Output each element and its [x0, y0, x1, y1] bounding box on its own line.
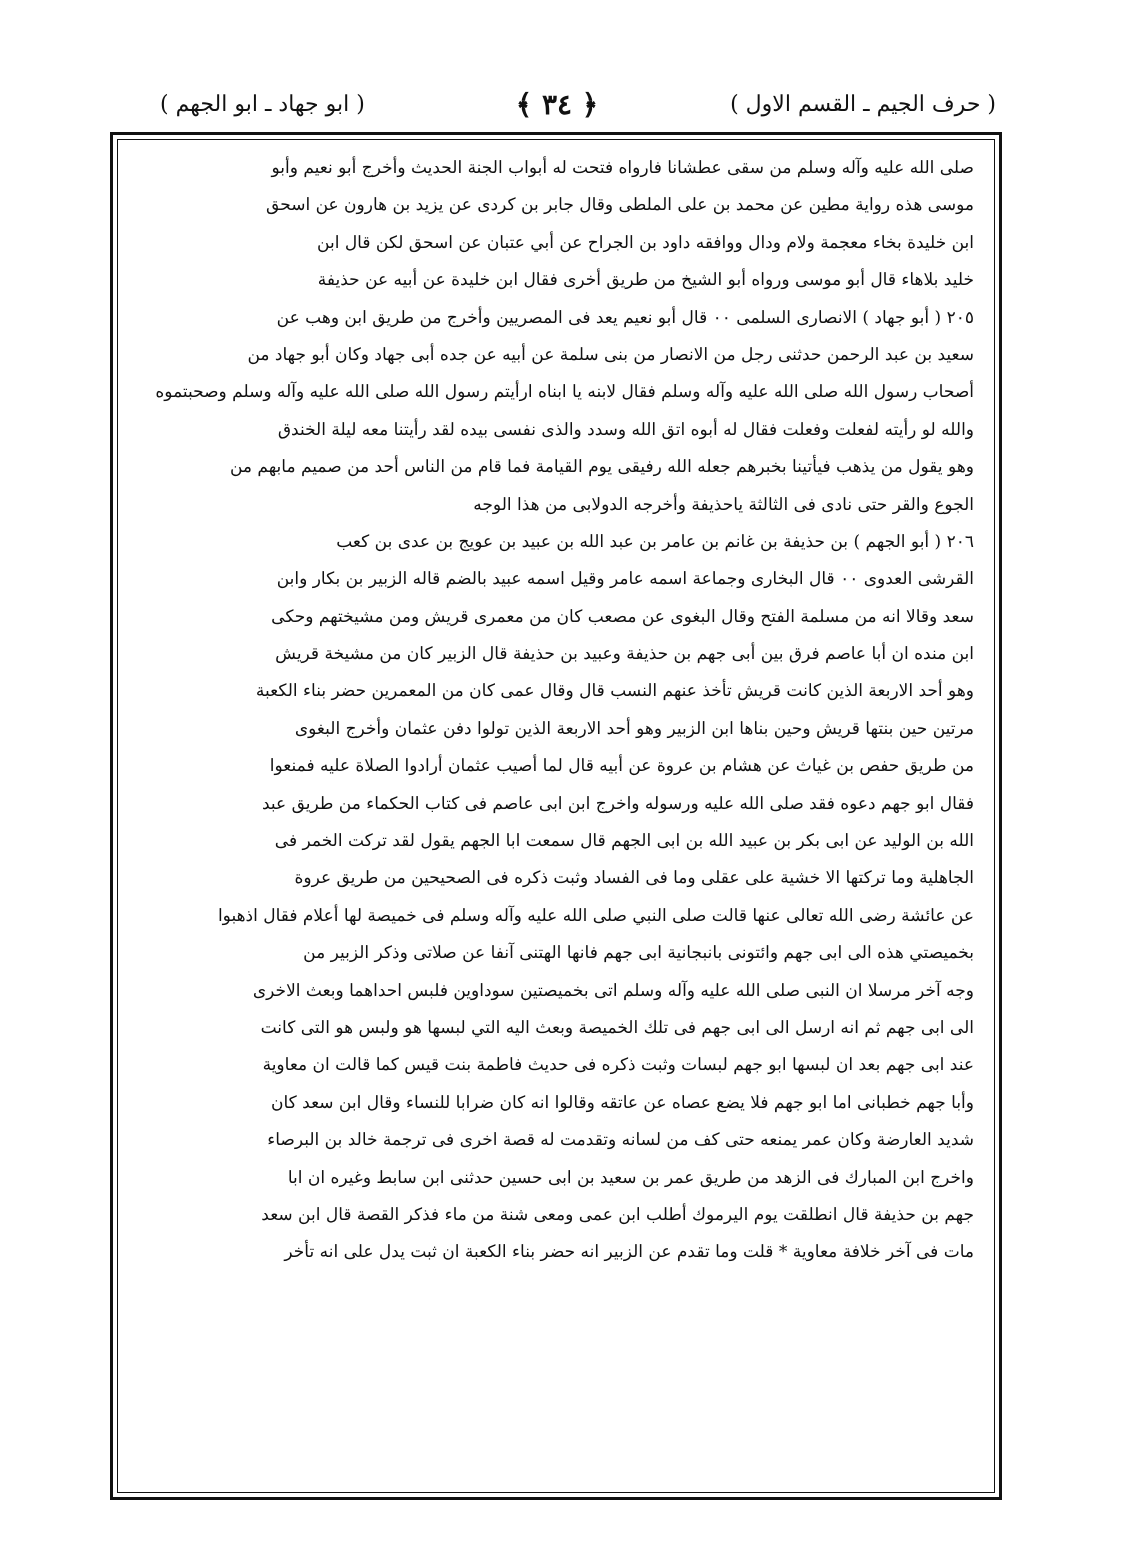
- text-line: وهو يقول من يذهب فيأتينا بخبرهم جعله الله رفيقى يوم القيامة فما قام من الناس أحد من صميم مابهم من: [229, 457, 974, 478]
- text-line: فقال ابو جهم دعوه فقد صلى الله عليه ورسوله واخرج ابن ابى عاصم فى كتاب الحكماء من طريق عبد: [261, 793, 974, 814]
- text-line: صلى الله عليه وآله وسلم من سقى عطشانا فارواه فتحت له أبواب الجنة الحديث وأخرج أبو نعيم وأبو: [271, 158, 974, 178]
- text-line: شديد العارضة وكان عمر يمنعه حتى كف من لسانه وتقدمت له قصة اخرى فى ترجمة خالد بن البرصاء: [267, 1130, 974, 1151]
- text-line: أصحاب رسول الله صلى الله عليه وآله وسلم فقال لابنه يا ابناه ارأيتم رسول الله صلى الله عليه وآله وسلم وصحبتموه: [155, 382, 974, 403]
- text-line: ابن خليدة بخاء معجمة ولام ودال ووافقه داود بن الجراح عن أبي عتبان عن اسحق لكن قال ابن: [317, 232, 974, 253]
- text-line: موسى هذه رواية مطين عن محمد بن على الملطى وقال جابر بن كردى عن يزيد بن هارون عن اسحق: [266, 195, 974, 216]
- text-line: وأبا جهم خطبانى اما ابو جهم فلا يضع عصاه عن عاتقه وقالوا انه كان ضرابا للنساء وقال ابن سعد كان: [270, 1092, 974, 1113]
- entry-206-heading-line: ٢٠٦ ( أبو الجهم ) بن حذيفة بن غانم بن عامر بن عبد الله بن عبيد بن عويج بن عدى بن كعب: [336, 531, 974, 552]
- text-line: الجاهلية وما تركتها الا خشية على عقلى وما فى الفساد وثبت ذكره فى الصحيحين من طريق عروة: [294, 868, 974, 889]
- page-header: [118, 88, 996, 128]
- header-entry-range: ( ابو جهاد ـ ابو الجهم ): [160, 92, 365, 117]
- text-line: عن عائشة رضى الله تعالى عنها قالت صلى النبي صلى الله عليه وآله وسلم فى خميصة لها أعلام فقال اذهبوا: [217, 905, 974, 926]
- text-line: ابن منده ان أبا عاصم فرق بين أبى جهم بن حذيفة وعبيد بن حذيفة قال الزبير كان من مشيخة قريش: [275, 644, 974, 665]
- text-line: بخميصتي هذه الى ابى جهم وائتونى بانبجانية ابى جهم فانها الهتنى آنفا عن صلاتى وذكر الزبير من: [303, 943, 974, 964]
- text-line: القرشى العدوى ٠٠ قال البخارى وجماعة اسمه عامر وقيل اسمه عبيد بالضم قاله الزبير بن بكار وابن: [276, 569, 974, 590]
- text-line: سعد وقالا انه من مسلمة الفتح وقال البغوى عن مصعب كان من معمرى قريش ومن مشيختهم وحكى: [271, 606, 974, 627]
- text-line: الى ابى جهم ثم انه ارسل الى ابى جهم فى تلك الخميصة وبعث اليه التي لبسها هو ولبس هو التى كانت: [260, 1017, 974, 1038]
- text-line: سعيد بن عبد الرحمن حدثنى رجل من الانصار من بنى سلمة عن أبيه عن جده أبى جهاد وكان أبو جهاد من: [247, 344, 974, 365]
- text-line: عند ابى جهم بعد ان لبسها ابو جهم لبسات وثبت ذكره فى حديث فاطمة بنت قيس كما قالت ان معاوية: [262, 1055, 974, 1076]
- text-line: الجوع والقر حتى نادى فى الثالثة ياحذيفة وأخرجه الدولابى من هذا الوجه: [473, 494, 974, 515]
- text-line: والله لو رأيته لفعلت وفعلت فقال له أبوه اتق الله وسدد والذى نفسى بيده لقد رأيتنا معه ليلة الخندق: [277, 419, 974, 440]
- text-line: مرتين حين بنتها قريش وحين بناها ابن الزبير وهو أحد الاربعة الذين تولوا دفن عثمان وأخرج البغوى: [294, 718, 974, 739]
- text-line: وجه آخر مرسلا ان النبى صلى الله عليه وآله وسلم اتى بخميصتين سوداوين فلبس احداهما وبعث الاخرى: [252, 980, 974, 1001]
- text-line: مات فى آخر خلافة معاوية * قلت وما تقدم عن الزبير انه حضر بناء الكعبة ان ثبت يدل على انه تأخر: [284, 1242, 974, 1263]
- page-body: [140, 150, 974, 1272]
- text-line: خليد بلاهاء قال أبو موسى ورواه أبو الشيخ من طريق أخرى فقال ابن خليدة عن أبيه عن حذيفة: [317, 270, 974, 291]
- header-section-title: ( حرف الجيم ـ القسم الاول ): [730, 92, 996, 117]
- text-line: الله بن الوليد عن ابى بكر بن عبيد الله بن ابى الجهم قال سمعت ابا الجهم يقول لقد تركت الخمر فى: [274, 831, 974, 852]
- page-number: ﴿ ٣٤ ﴾: [515, 88, 599, 121]
- text-line: واخرج ابن المبارك فى الزهد من طريق عمر بن سعيد بن ابى حسين حدثنى ابن سابط وغيره ان ابا: [287, 1167, 974, 1188]
- entry-205-heading-line: ٢٠٥ ( أبو جهاد ) الانصارى السلمى ٠٠ قال أبو نعيم يعد فى المصريين وأخرج من طريق ابن وهب عن: [276, 307, 974, 328]
- text-line: وهو أحد الاربعة الذين كانت قريش تأخذ عنهم النسب قال وقال عمى كان من المعمرين حضر بناء الكعبة: [255, 681, 974, 702]
- text-line: من طريق حفص بن غياث عن هشام بن عروة عن أبيه قال لما أصيب عثمان أرادوا الصلاة عليه فمنعوا: [269, 756, 974, 777]
- text-line: جهم بن حذيفة قال انطلقت يوم اليرموك أطلب ابن عمى ومعى شنة من ماء فذكر القصة قال ابن سعد: [261, 1204, 974, 1225]
